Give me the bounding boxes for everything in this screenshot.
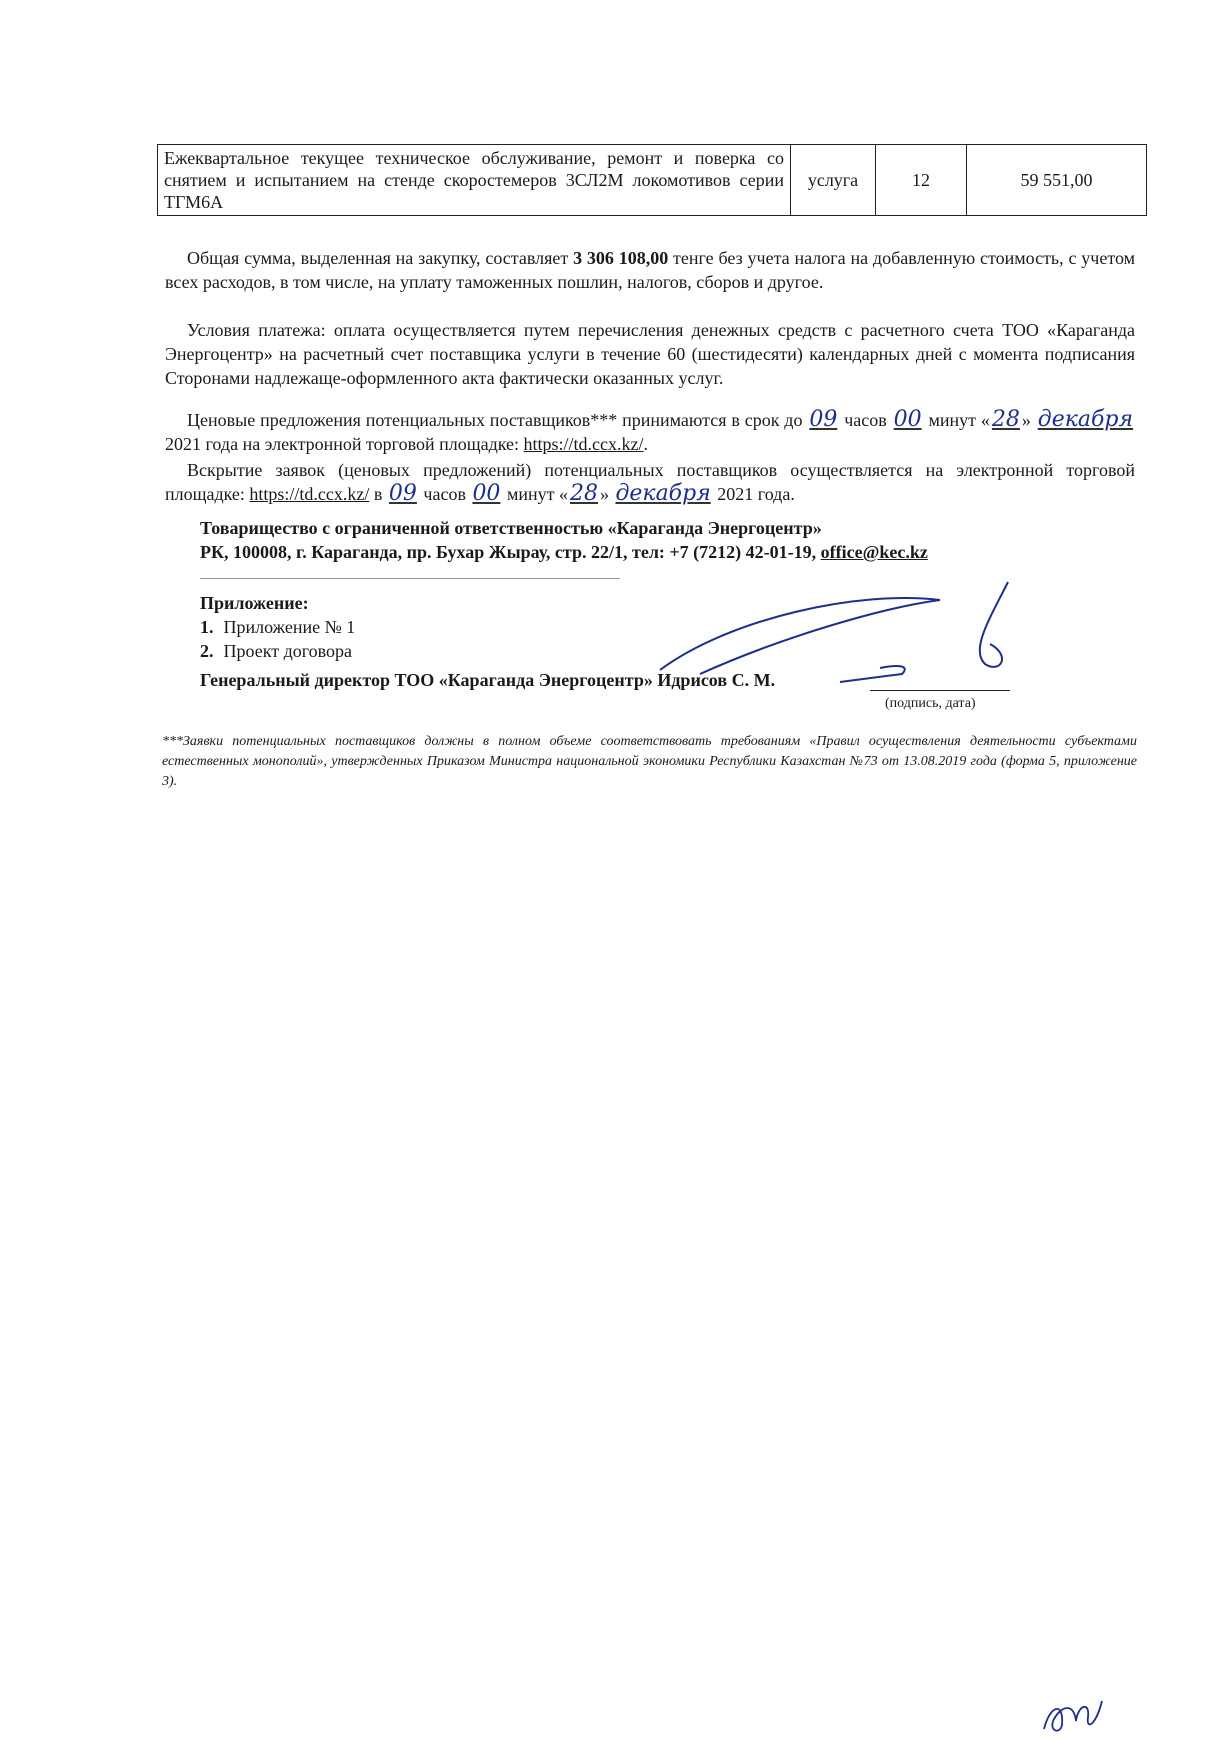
opening-link[interactable]: https://td.ccx.kz/	[249, 484, 370, 504]
attachment-label: Приложение № 1	[223, 617, 356, 637]
service-unit: услуга	[791, 145, 876, 216]
attachments-list	[200, 615, 355, 663]
opening-paragraph: Вскрытие заявок (ценовых предложений) потенциальных поставщиков осуществляется на электронной торговой площадке: https://td.ccx.kz/ в 09 часов 00 минут «28 » декабря 2021 года.	[165, 460, 1135, 506]
services-table	[157, 144, 1147, 216]
signature-caption: (подпись, дата)	[885, 696, 976, 711]
signature-line	[870, 690, 1010, 691]
deadline-minute: 00	[893, 407, 922, 432]
opening-month: декабря	[615, 481, 711, 506]
opening-hour: 09	[388, 481, 417, 506]
opening-in-word: в	[373, 484, 383, 504]
deadline-paragraph: Ценовые предложения потенциальных поставщиков*** принимаются в срок до 09 часов 00 минут «28 » декабря 2021 года на электронной торговой площадке: https://td.ccx.kz/.	[165, 407, 1134, 454]
service-quantity: 12	[876, 145, 967, 216]
table-row	[158, 145, 1147, 216]
deadline-text-2: 2021 года на электронной торговой площадке:	[165, 434, 520, 454]
deadline-month: декабря	[1037, 407, 1134, 432]
attachment-label: Проект договора	[223, 641, 353, 661]
total-amount: 3 306 108,00	[573, 248, 669, 268]
organization-name: Товарищество с ограниченной ответственностью «Караганда Энергоцентр»	[200, 518, 822, 538]
divider	[200, 578, 620, 579]
attachment-number: 1.	[200, 617, 214, 637]
opening-day: 28	[569, 481, 598, 506]
attachment-number: 2.	[200, 641, 214, 661]
deadline-hours-word: часов	[844, 410, 887, 430]
payment-terms-paragraph: Условия платежа: оплата осуществляется путем перечисления денежных средств с расчетного счета ТОО «Караганда Энергоцентр» на расчетный счет поставщика услуги в течение 60 (шестидесяти) календарных дней с момента подписания Сторонами надлежаще-оформленного акта фактически оказанных услуг.	[165, 320, 1135, 388]
organization-address-text: РК, 100008, г. Караганда, пр. Бухар Жырау, стр. 22/1, тел: +7 (7212) 42-01-19,	[200, 542, 821, 562]
service-description: Ежеквартальное текущее техническое обслуживание, ремонт и поверка со снятием и испытанием на стенде скоростемеров 3СЛ2М локомотивов серии ТГМ6А	[158, 145, 791, 216]
total-text-after: тенге без учета налога на добавленную стоимость, с учетом всех расходов, в том числе, на уплату таможенных пошлин, налогов, сборов и другое.	[165, 248, 1135, 292]
opening-text: Вскрытие заявок (ценовых предложений) потенциальных поставщиков осуществляется на электронной торговой площадке:	[165, 460, 1135, 504]
service-price: 59 551,00	[967, 145, 1147, 216]
opening-text-2: 2021 года.	[717, 484, 795, 504]
footnote: ***Заявки потенциальных поставщиков должны в полном объеме соответствовать требованиям «Правил осуществления деятельности субъектами естественных монополий», утвержденных Приказом Министра национальной экономики Республики Казахстан №73 от 13.08.2019 года (форма 5, приложение 3).	[162, 734, 1137, 789]
deadline-hour: 09	[809, 407, 838, 432]
total-text-before: Общая сумма, выделенная на закупку, составляет	[187, 248, 574, 268]
deadline-minutes-word: минут	[928, 410, 977, 430]
initials-mark	[1040, 1695, 1110, 1737]
list-item	[200, 639, 355, 663]
attachments-title: Приложение:	[200, 593, 309, 613]
organization-address	[200, 540, 928, 564]
total-amount-paragraph	[165, 246, 1135, 294]
opening-hours-word: часов	[423, 484, 466, 504]
organization-email[interactable]: office@kec.kz	[820, 542, 928, 562]
deadline-text: Ценовые предложения потенциальных поставщиков*** принимаются в срок до	[187, 410, 803, 430]
director-line: Генеральный директор ТОО «Караганда Энергоцентр» Идрисов С. М.	[200, 670, 776, 690]
opening-minutes-word: минут	[506, 484, 555, 504]
list-item	[200, 615, 355, 639]
deadline-link[interactable]: https://td.ccx.kz/	[523, 434, 644, 454]
deadline-end: .	[643, 434, 649, 454]
opening-minute: 00	[472, 481, 501, 506]
handwritten-signature	[640, 578, 1020, 688]
deadline-day: 28	[991, 407, 1020, 432]
